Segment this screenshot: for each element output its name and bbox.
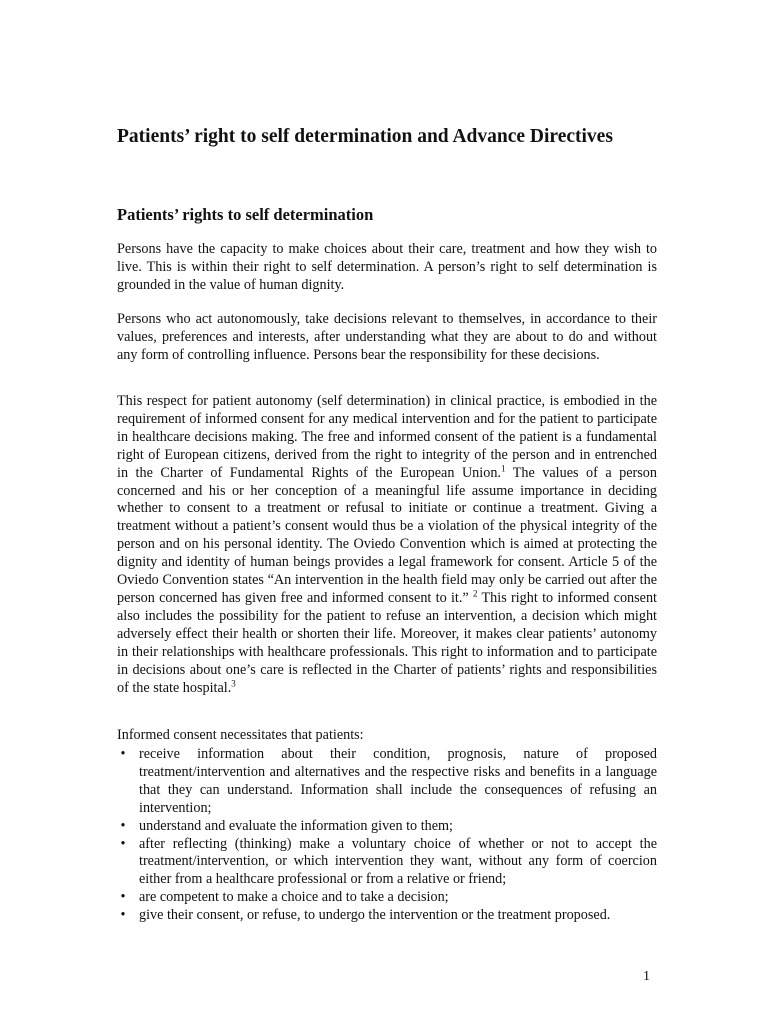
list-item-text: are competent to make a choice and to take a decision; [139, 889, 449, 906]
list-item [117, 746, 657, 818]
bullet-icon: • [120, 907, 126, 924]
bullet-icon: • [120, 889, 126, 906]
footnote-ref-3: 3 [231, 677, 236, 688]
list-item [117, 907, 657, 925]
footnote-ref-2: 2 [472, 588, 478, 599]
list-item [117, 818, 657, 836]
bullet-icon: • [120, 746, 126, 762]
list-item-text: understand and evaluate the information given to them; [139, 817, 454, 834]
paragraph-3-part-b: The values of a person concerned and his or her conception of a meaningful life assume importance in deciding whether to consent to a treatment or refusal to initiate or continue a treatment. Giving a treatment without a patient’s consent would thus be a violation of the physical integrity of the person and on his personal identity. The Oviedo Convention which is aimed at protecting the dignity and identity of human beings provides a legal framework for consent. Article 5 of the Oviedo Convention states “An intervention in the health field may only be carried out after the person concerned has given free and informed consent to it.” [117, 464, 657, 606]
list-item-text: give their consent, or refuse, to undergo the intervention or the treatment proposed. [139, 907, 611, 924]
bullet-icon: • [120, 817, 126, 834]
list-intro: Informed consent necessitates that patients: [117, 727, 364, 743]
list-item [117, 836, 657, 890]
consent-requirements-list [117, 746, 657, 925]
list-item-text: receive information about their condition, prognosis, nature of proposed treatment/intervention and alternatives and the respective risks and benefits in a language that they can understand. Information shall include the consequences of refusing an intervention; [139, 746, 657, 816]
document-title: Patients’ right to self determination and Advance Directives [117, 126, 613, 147]
list-item [117, 889, 657, 907]
paragraph-3-part-c: This right to informed consent also includes the possibility for the patient to refuse an intervention, a decision which might adversely effect their health or shorten their life. Moreover, it makes clear patients’ autonomy in their relationships with healthcare professionals. This right to information and to participate in decisions about one’s care is reflected in the Charter of patients’ rights and responsibilities of the state hospital. [117, 589, 657, 696]
page-number: 1 [643, 969, 650, 984]
list-item-text: after reflecting (thinking) make a voluntary choice of whether or not to accept the treatment/intervention, or which intervention they want, without any form of coercion either from a healthcare professional or from a relative or friend; [139, 835, 657, 888]
paragraph-1: Persons have the capacity to make choices about their care, treatment and how they wish to live. This is within their right to self determination. A person’s right to self determination is grounded in the value of human dignity. [117, 241, 657, 293]
paragraph-2: Persons who act autonomously, take decisions relevant to themselves, in accordance to their values, preferences and interests, after understanding what they are about to do and without any form of controlling influence. Persons bear the responsibility for these decisions. [117, 311, 657, 363]
section-heading: Patients’ rights to self determination [117, 205, 374, 224]
paragraph-3-part-a: This respect for patient autonomy (self determination) in clinical practice, is embodied in the requirement of informed consent for any medical intervention and for the patient to participate in healthcare decisions making. The free and informed consent of the patient is a fundamental right of European citizens, derived from the right to integrity of the person and in entrenched in the Charter of Fundamental Rights of the European Union. [117, 393, 657, 481]
footnote-ref-1: 1 [500, 462, 506, 473]
paragraph-3 [117, 393, 657, 697]
bullet-icon: • [120, 835, 126, 852]
